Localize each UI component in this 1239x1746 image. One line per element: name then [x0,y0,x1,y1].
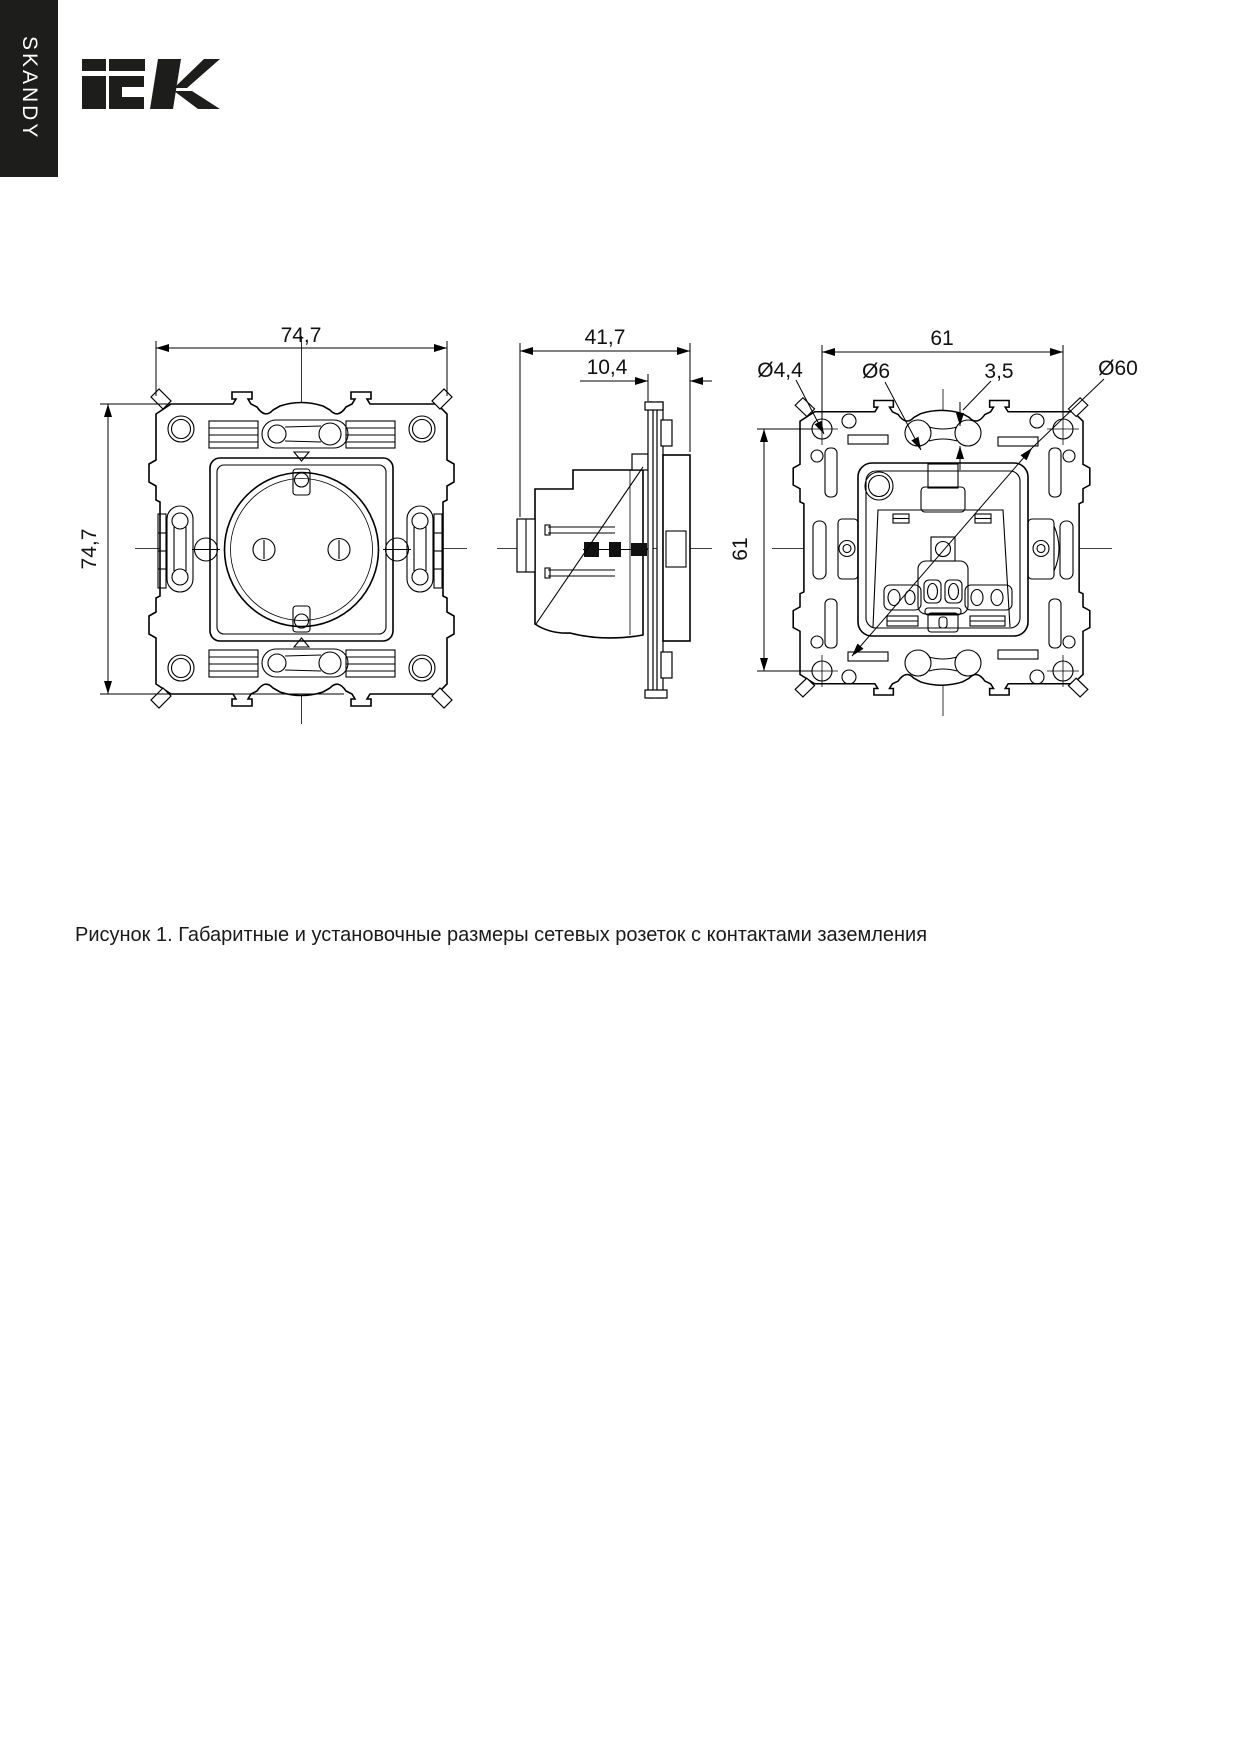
rear-vspacing-dim: 61 [729,537,752,561]
front-width-dim: 74,7 [280,324,322,347]
rear-screwhole-dim: Ø4,4 [757,359,803,382]
rear-mountcircle-dim: Ø60 [1098,357,1138,380]
side-depth-dim: 41,7 [584,326,626,349]
series-spine [0,0,58,177]
rear-hspacing-dim: 61 [930,327,954,350]
front-view-drawing [78,324,467,724]
side-offset-dim: 10,4 [586,356,628,379]
side-view-drawing [497,326,712,698]
series-label: SKANDY [18,36,41,141]
dimension-drawing [0,280,1239,740]
figure-caption: Рисунок 1. Габаритные и установочные размеры сетевых розеток с контактами заземления [75,924,928,946]
iek-logo [80,58,220,111]
rear-view-drawing [729,327,1138,716]
rear-slotwidth-dim: 3,5 [984,360,1014,383]
rear-keyhole-dim: Ø6 [861,360,891,383]
iek-logo-glyphs [82,59,220,109]
front-height-dim: 74,7 [78,528,101,570]
